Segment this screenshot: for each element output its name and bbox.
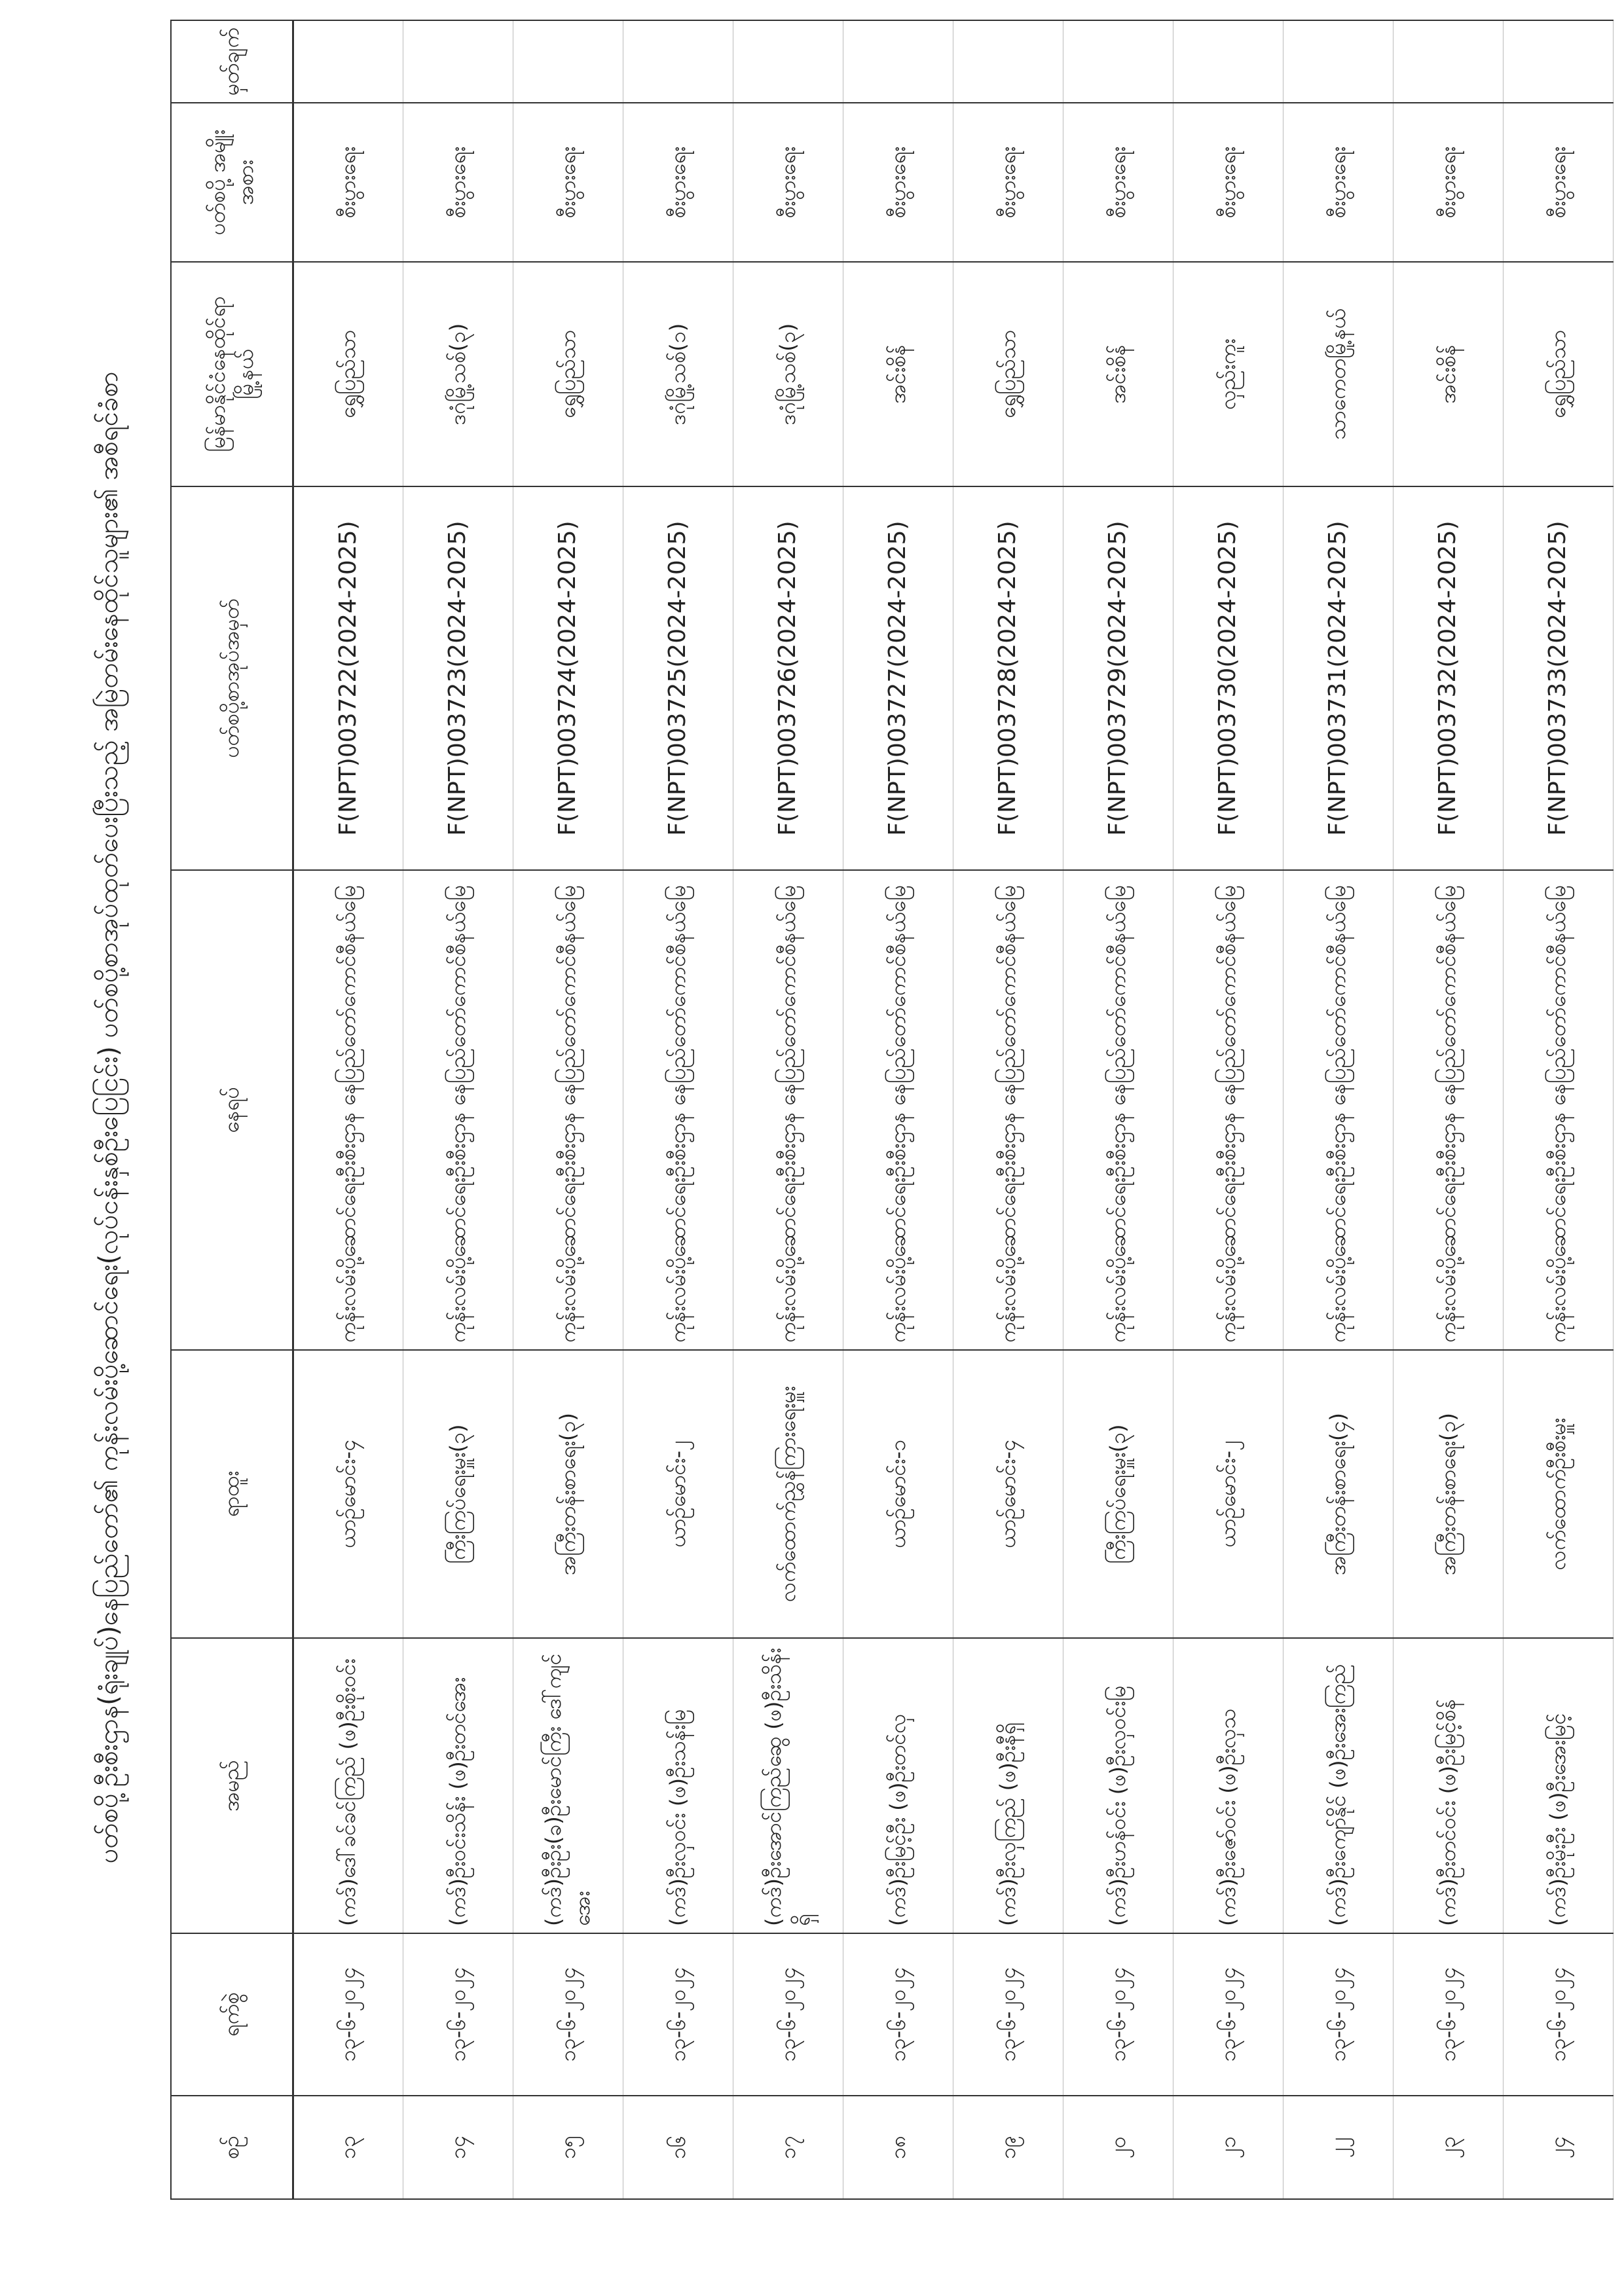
table-row: [733, 20, 843, 2199]
table-row: [1063, 20, 1173, 2199]
cell-date: ၁၃-၆-၂၀၂၄: [623, 1933, 733, 2096]
cell-name: (ကဒ်)ဦးဇော်ဝင်း (ဖ)ဦးလှသ: [1173, 1638, 1283, 1933]
header-date: ရက်စွဲ: [171, 1933, 293, 2096]
cell-no: ၁၉: [953, 2096, 1063, 2199]
table-row: [843, 20, 953, 2199]
table-row: [403, 20, 513, 2199]
cell-passport-type: စီးပွားရေး: [733, 103, 843, 262]
cell-township: ဒဂုံမြို့သစ်(၃): [403, 262, 513, 486]
cell-date: ၁၃-၆-၂၀၂၄: [513, 1933, 623, 2096]
cell-remarks: [1393, 20, 1504, 103]
cell-date: ၁၃-၆-၂၀၂၄: [733, 1933, 843, 2096]
cell-position: လက်ထောက်ညွှန်ကြားရေးမှူး: [733, 1350, 843, 1638]
cell-address: ကုန်းလမ်းပို့ဆောင်ရေးဦးစီးဌာန နေပြည်တော်ကောင်စီနယ်မြေ: [1173, 870, 1283, 1350]
cell-township: ရွှေပြည်သာ: [513, 262, 623, 486]
cell-remarks: [623, 20, 733, 103]
cell-position: ယာဉ်မောင်း-၂: [623, 1350, 733, 1638]
header-township: မြန်မာနိုင်ငံနေထိုင်ရာ မြို့နယ်: [171, 262, 293, 486]
cell-position: ယာဉ်မောင်း-၄: [953, 1350, 1063, 1638]
cell-position: ယာဉ်မောင်း-၄: [293, 1350, 403, 1638]
cell-address: ကုန်းလမ်းပို့ဆောင်ရေးဦးစီးဌာန နေပြည်တော်ကောင်စီနယ်မြေ: [513, 870, 623, 1350]
table-row: [623, 20, 733, 2199]
cell-township: ရွှေပြည်သာ: [953, 262, 1063, 486]
cell-township: ရွှေပြည်သာ: [1504, 262, 1614, 486]
cell-passport-type: စီးပွားရေး: [403, 103, 513, 262]
cell-passport-no: F(NPT)003731(2024-2025): [1283, 486, 1393, 870]
cell-passport-type: စီးပွားရေး: [623, 103, 733, 262]
cell-position: လက်ထောက်ဦးစီးမှူး: [1504, 1350, 1614, 1638]
cell-position: ကြီးကြပ်ရေးမှူး(၃): [1063, 1350, 1173, 1638]
cell-passport-no: F(NPT)003726(2024-2025): [733, 486, 843, 870]
cell-passport-type: စီးပွားရေး: [1173, 103, 1283, 262]
header-passport-no: ပတ်စပို့စာအုပ်အမှတ်: [171, 486, 293, 870]
cell-address: ကုန်းလမ်းပို့ဆောင်ရေးဦးစီးဌာန နေပြည်တော်ကောင်စီနယ်မြေ: [293, 870, 403, 1350]
cell-passport-type: စီးပွားရေး: [513, 103, 623, 262]
cell-no: ၁၃: [293, 2096, 403, 2199]
cell-address: ကုန်းလမ်းပို့ဆောင်ရေးဦးစီးဌာန နေပြည်တော်ကောင်စီနယ်မြေ: [953, 870, 1063, 1350]
table-row: [293, 20, 403, 2199]
header-remarks: မှတ်ချက်: [171, 20, 293, 103]
cell-remarks: [733, 20, 843, 103]
cell-address: ကုန်းလမ်းပို့ဆောင်ရေးဦးစီးဌာန နေပြည်တော်ကောင်စီနယ်မြေ: [733, 870, 843, 1350]
cell-date: ၁၃-၆-၂၀၂၄: [1283, 1933, 1393, 2096]
cell-no: ၁၆: [623, 2096, 733, 2199]
cell-name: (ကဒ်)ဦးမြင့်ဦး (ဖ)ဦးတင်လှ: [843, 1638, 953, 1933]
cell-position: အကြီးတန်းစာရေး(၃): [513, 1350, 623, 1638]
cell-passport-no: F(NPT)003732(2024-2025): [1393, 486, 1504, 870]
passport-issue-table: [170, 20, 1614, 2200]
cell-township: လှည်းကူး: [1173, 262, 1283, 486]
cell-passport-type: စီးပွားရေး: [843, 103, 953, 262]
table-row: [513, 20, 623, 2199]
cell-remarks: [1283, 20, 1393, 103]
cell-address: ကုန်းလမ်းပို့ဆောင်ရေးဦးစီးဌာန နေပြည်တော်ကောင်စီနယ်မြေ: [1283, 870, 1393, 1350]
cell-position: ကြီးကြပ်ရေးမှူး(၃): [403, 1350, 513, 1638]
cell-passport-type: စီးပွားရေး: [953, 103, 1063, 262]
cell-passport-no: F(NPT)003730(2024-2025): [1173, 486, 1283, 870]
cell-name: (ကဒ်)ဦးကျော်နိုင် (ဖ)ဦးအေးကြည်: [1283, 1638, 1393, 1933]
cell-date: ၁၃-၆-၂၀၂၄: [1063, 1933, 1173, 2096]
cell-township: သာကေတမြို့နယ်: [1283, 262, 1393, 486]
cell-no: ၂၀: [1063, 2096, 1173, 2199]
cell-township: အင်းစိန်: [1393, 262, 1504, 486]
table-header-row: [171, 20, 293, 2199]
cell-passport-no: F(NPT)003733(2024-2025): [1504, 486, 1614, 870]
cell-remarks: [293, 20, 403, 103]
cell-no: ၂၃: [1393, 2096, 1504, 2199]
cell-address: ကုန်းလမ်းပို့ဆောင်ရေးဦးစီးဌာန နေပြည်တော်ကောင်စီနယ်မြေ: [403, 870, 513, 1350]
cell-date: ၁၃-၆-၂၀၂၄: [293, 1933, 403, 2096]
cell-address: ကုန်းလမ်းပို့ဆောင်ရေးဦးစီးဌာန နေပြည်တော်ကောင်စီနယ်မြေ: [1504, 870, 1614, 1350]
cell-name: (ကဒ်)ဦးလှဝင်း (ဖ)ဦးသန်းမြ: [623, 1638, 733, 1933]
cell-address: ကုန်းလမ်းပို့ဆောင်ရေးဦးစီးဌာန နေပြည်တော်ကောင်စီနယ်မြေ: [623, 870, 733, 1350]
cell-passport-no: F(NPT)003722(2024-2025): [293, 486, 403, 870]
table-row: [1393, 20, 1504, 2199]
cell-remarks: [843, 20, 953, 103]
cell-passport-no: F(NPT)003723(2024-2025): [403, 486, 513, 870]
cell-passport-no: F(NPT)003728(2024-2025): [953, 486, 1063, 870]
cell-position: ယာဉ်မောင်း-၂: [1173, 1350, 1283, 1638]
cell-position: အကြီးတန်းစာရေး(၄): [1283, 1350, 1393, 1638]
cell-name: (ကဒ်)ဦးမိုးဦး (ဖ)ဦးအေးမြင့်: [1504, 1638, 1614, 1933]
table-row: [953, 20, 1063, 2199]
cell-date: ၁၃-၆-၂၀၂၄: [403, 1933, 513, 2096]
cell-date: ၁၃-၆-၂၀၂၄: [1393, 1933, 1504, 2096]
cell-remarks: [1063, 20, 1173, 103]
cell-date: ၁၃-၆-၂၀၂၄: [1173, 1933, 1283, 2096]
cell-address: ကုန်းလမ်းပို့ဆောင်ရေးဦးစီးဌာန နေပြည်တော်ကောင်စီနယ်မြေ: [1393, 870, 1504, 1350]
cell-remarks: [403, 20, 513, 103]
cell-position: ယာဉ်မောင်း-၁: [843, 1350, 953, 1638]
cell-passport-no: F(NPT)003727(2024-2025): [843, 486, 953, 870]
table-row: [1173, 20, 1283, 2199]
cell-name: (ကဒ်)ဦးဦး(ခ)ဦးမောင်ကြီး ဒေါ်ကျင်အေး: [513, 1638, 623, 1933]
cell-name: (ကဒ်)ဦးလှကြည် (ဖ)ဦးနီရှိ: [953, 1638, 1063, 1933]
table-row: [1283, 20, 1393, 2199]
cell-township: ဒဂုံမြို့သစ်(၃): [733, 262, 843, 486]
cell-passport-type: စီးပွားရေး: [293, 103, 403, 262]
cell-no: ၂၄: [1504, 2096, 1614, 2199]
cell-passport-type: စီးပွားရေး: [1283, 103, 1393, 262]
cell-remarks: [513, 20, 623, 103]
cell-name: (ကဒ်)ဦးဝင်းသိန်း (ဖ)ဦးတင်အေး: [403, 1638, 513, 1933]
cell-name: (ကဒ်)ဦးအောင်ကြည်ဆွေ (ဖ)ဦးသိန်းရှိ: [733, 1638, 843, 1933]
header-position: ရာထူး: [171, 1350, 293, 1638]
header-name: အမည်: [171, 1638, 293, 1933]
cell-passport-type: စီးပွားရေး: [1504, 103, 1614, 262]
cell-remarks: [1504, 20, 1614, 103]
cell-remarks: [953, 20, 1063, 103]
cell-township: ရွှေပြည်သာ: [293, 262, 403, 486]
cell-no: ၁၅: [513, 2096, 623, 2199]
cell-passport-no: F(NPT)003724(2024-2025): [513, 486, 623, 870]
cell-passport-type: စီးပွားရေး: [1393, 103, 1504, 262]
cell-township: ဒဂုံမြို့သစ်(၁): [623, 262, 733, 486]
cell-no: ၁၄: [403, 2096, 513, 2199]
cell-date: ၁၃-၆-၂၀၂၄: [1504, 1933, 1614, 2096]
cell-no: ၁၈: [843, 2096, 953, 2199]
header-no: စဉ်: [171, 2096, 293, 2199]
cell-no: ၁၇: [733, 2096, 843, 2199]
cell-township: အင်းစိန်: [1063, 262, 1173, 486]
cell-position: အကြီးတန်းစာရေး(၃): [1393, 1350, 1504, 1638]
cell-date: ၁၃-၆-၂၀၂၄: [843, 1933, 953, 2096]
table-row: [1504, 20, 1614, 2199]
document-title: ပတ်စပို့ဦးစီးဌာန(ရုံးချုပ်)နေပြည်တော်၏ ကုန်းလမ်းပို့ဆောင်ရေး(လုပ်ငန်းနှစ်ဦးပြေငြင်း) ပတ်စပို့စာအုပ်ထုတ်ပေးပြီးသည့် အမြဲတမ်းနေထိုင်သူများ၏ အစီရင်ခံစာ: [94, 371, 124, 1864]
cell-no: ၂၂: [1283, 2096, 1393, 2199]
cell-passport-no: F(NPT)003725(2024-2025): [623, 486, 733, 870]
cell-passport-type: စီးပွားရေး: [1063, 103, 1173, 262]
cell-address: ကုန်းလမ်းပို့ဆောင်ရေးဦးစီးဌာန နေပြည်တော်ကောင်စီနယ်မြေ: [843, 870, 953, 1350]
cell-name: (ကဒ်)ဦးတင်ဝင်း (ဖ)ဦးမြင့်စိန်: [1393, 1638, 1504, 1933]
cell-date: ၁၃-၆-၂၀၂၄: [953, 1933, 1063, 2096]
header-address: နေရပ်: [171, 870, 293, 1350]
cell-address: ကုန်းလမ်းပို့ဆောင်ရေးဦးစီးဌာန နေပြည်တော်ကောင်စီနယ်မြေ: [1063, 870, 1173, 1350]
cell-name: (ကဒ်)ဒေါ်ခင်ခင်ကြည် (ဖ)ဦးစိုးဝင်း: [293, 1638, 403, 1933]
cell-township: အင်းစိန်: [843, 262, 953, 486]
cell-passport-no: F(NPT)003729(2024-2025): [1063, 486, 1173, 870]
cell-remarks: [1173, 20, 1283, 103]
cell-name: (ကဒ်)ဦးဟန်ဝင်း (ဖ)ဦးလှဝင်းမြ: [1063, 1638, 1173, 1933]
cell-no: ၂၁: [1173, 2096, 1283, 2199]
header-passport-type: ပတ်စပို့ အမျိုးအစား: [171, 103, 293, 262]
